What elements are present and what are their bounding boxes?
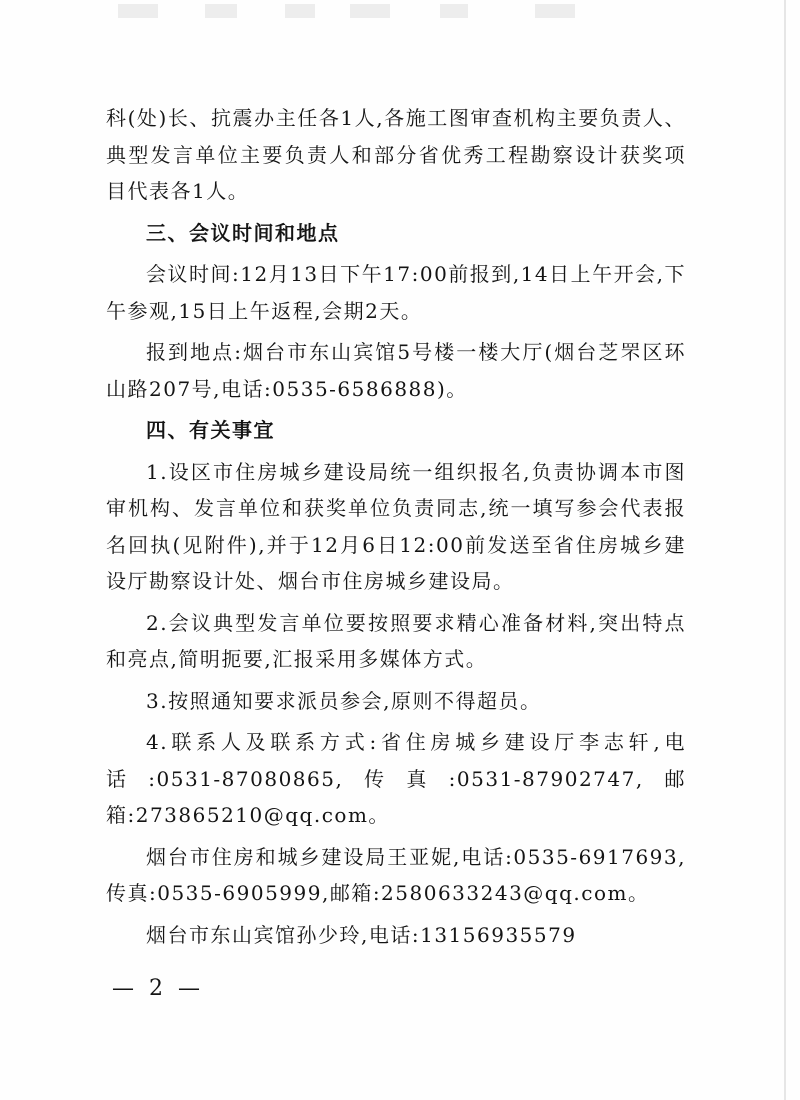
paragraph-contact-yantai-bureau: 烟台市住房和城乡建设局王亚妮,电话:0535-6917693,传真:0535-6905999,邮箱:2580633243@qq.com。	[106, 844, 686, 905]
document-body	[106, 100, 686, 953]
paragraph-attendees: 科(处)长、抗震办主任各1人,各施工图审查机构主要负责人、典型发言单位主要负责人和部分省优秀工程勘察设计获奖项目代表各1人。	[106, 106, 686, 203]
paragraph-meeting-time: 会议时间:12月13日下午17:00前报到,14日上午开会,下午参观,15日上午返程,会期2天。	[106, 262, 686, 323]
scan-mark	[118, 4, 158, 18]
scan-mark	[350, 4, 390, 18]
scan-mark	[535, 4, 575, 18]
list-item-contacts: 4.联系人及联系方式:省住房城乡建设厅李志轩,电话:0531-87080865,传真:0531-87902747,邮箱:273865210@qq.com。	[106, 730, 686, 827]
heading-related-matters: 四、有关事宜	[146, 418, 275, 442]
scan-mark	[205, 4, 237, 18]
page-number: — 2 —	[112, 976, 204, 1001]
list-item-registration: 1.设区市住房城乡建设局统一组织报名,负责协调本市图审机构、发言单位和获奖单位负责同志,统一填写参会代表报名回执(见附件),并于12月6日12:00前发送至省住房城乡建设厅勘察设计处、烟台市住房城乡建设局。	[106, 459, 686, 593]
scan-mark	[440, 4, 468, 18]
heading-time-and-place: 三、会议时间和地点	[146, 220, 340, 245]
list-item-attendance: 3.按照通知要求派员参会,原则不得超员。	[146, 688, 542, 713]
scan-edge-shadow	[784, 0, 786, 1100]
scan-mark	[285, 4, 315, 18]
paragraph-contact-hotel: 烟台市东山宾馆孙少玲,电话:13156935579	[146, 922, 577, 947]
list-item-speech-materials: 2.会议典型发言单位要按照要求精心准备材料,突出特点和亮点,简明扼要,汇报采用多媒体方式。	[106, 610, 686, 671]
scan-top-marks	[0, 0, 800, 22]
paragraph-registration-place: 报到地点:烟台市东山宾馆5号楼一楼大厅(烟台芝罘区环山路207号,电话:0535-6586888)。	[106, 340, 686, 401]
